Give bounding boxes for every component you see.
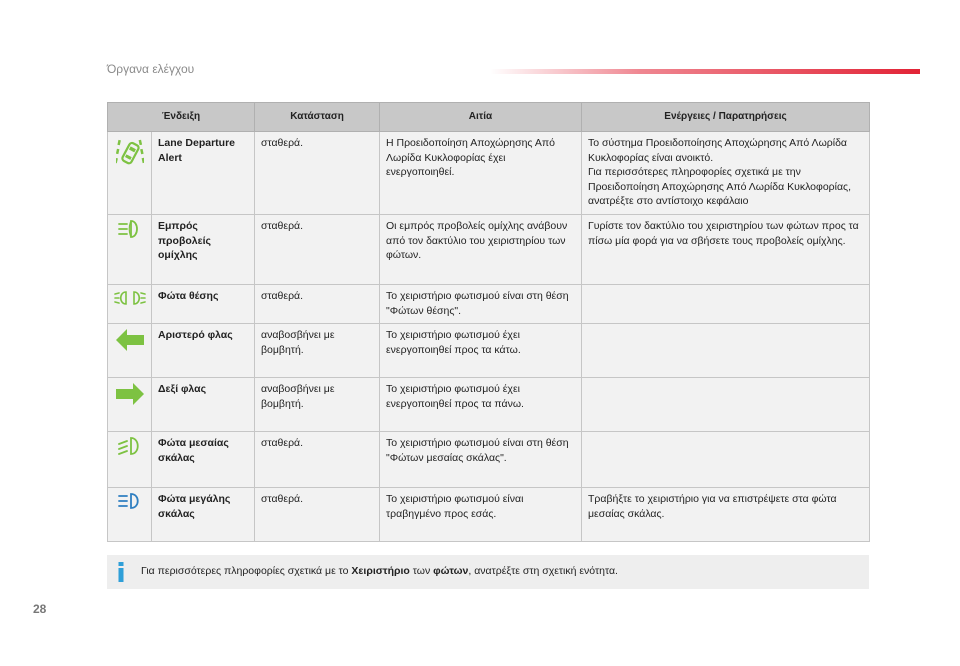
indicator-state: αναβοσβήνει με βομβητή. bbox=[255, 378, 380, 432]
indicator-name: Φώτα μεγάλης σκάλας bbox=[152, 488, 255, 542]
indicator-icon-cell bbox=[108, 285, 152, 324]
indicator-name: Εμπρός προβολείς ομίχλης bbox=[152, 215, 255, 285]
lane-departure-icon bbox=[116, 136, 144, 175]
indicator-cause: Το χειριστήριο φωτισμού είναι στη θέση "Φώτων θέσης". bbox=[380, 285, 582, 324]
info-icon bbox=[115, 562, 127, 582]
indicator-name: Lane Departure Alert bbox=[152, 132, 255, 215]
indicator-action bbox=[582, 324, 870, 378]
info-bold-controls: Χειριστήριο bbox=[351, 565, 410, 577]
indicator-cause: Το χειριστήριο φωτισμού έχει ενεργοποιηθεί προς τα πάνω. bbox=[380, 378, 582, 432]
table-row bbox=[108, 432, 870, 488]
info-text bbox=[141, 565, 618, 577]
sidelights-icon bbox=[114, 289, 146, 312]
indicator-cause: Η Προειδοποίηση Αποχώρησης Από Λωρίδα Κυκλοφορίας έχει ενεργοποιηθεί. bbox=[380, 132, 582, 215]
indicator-state: σταθερά. bbox=[255, 488, 380, 542]
table-row bbox=[108, 285, 870, 324]
indicator-icon-cell bbox=[108, 324, 152, 378]
indicator-name: Αριστερό φλας bbox=[152, 324, 255, 378]
table-row bbox=[108, 132, 870, 215]
dipped-beam-icon bbox=[117, 436, 143, 461]
indicator-action bbox=[582, 378, 870, 432]
warning-lights-table bbox=[107, 102, 870, 542]
table-row bbox=[108, 488, 870, 542]
info-text-part: των bbox=[409, 565, 434, 577]
column-header-state: Κατάσταση bbox=[255, 103, 380, 132]
indicator-cause: Οι εμπρός προβολείς ομίχλης ανάβουν από τον δακτύλιο του χειριστηρίου των φώτων. bbox=[380, 215, 582, 285]
table-row bbox=[108, 324, 870, 378]
page-number: 28 bbox=[33, 602, 47, 616]
indicator-cause: Το χειριστήριο φωτισμού έχει ενεργοποιηθεί προς τα κάτω. bbox=[380, 324, 582, 378]
indicator-name: Δεξί φλας bbox=[152, 378, 255, 432]
indicator-state: αναβοσβήνει με βομβητή. bbox=[255, 324, 380, 378]
indicator-icon-cell bbox=[108, 488, 152, 542]
indicator-icon-cell bbox=[108, 378, 152, 432]
header-accent-bar bbox=[490, 69, 920, 74]
column-header-indicator: Ένδειξη bbox=[108, 103, 255, 132]
left-arrow-icon bbox=[115, 328, 145, 357]
indicator-name: Φώτα μεσαίας σκάλας bbox=[152, 432, 255, 488]
indicator-action bbox=[582, 432, 870, 488]
indicator-state: σταθερά. bbox=[255, 132, 380, 215]
indicator-state: σταθερά. bbox=[255, 215, 380, 285]
section-title: Όργανα ελέγχου bbox=[107, 62, 195, 76]
column-header-actions: Ενέργειες / Παρατηρήσεις bbox=[582, 103, 870, 132]
table-row bbox=[108, 215, 870, 285]
table-header-row bbox=[108, 103, 870, 132]
indicator-action: Γυρίστε τον δακτύλιο του χειριστηρίου των φώτων προς τα πίσω μία φορά για να σβήσετε τους προβολείς ομίχλης. bbox=[582, 215, 870, 285]
front-fog-light-icon bbox=[117, 219, 143, 244]
indicator-icon-cell bbox=[108, 432, 152, 488]
indicator-cause: Το χειριστήριο φωτισμού είναι τραβηγμένο προς εσάς. bbox=[380, 488, 582, 542]
main-beam-icon bbox=[117, 492, 143, 515]
indicator-action: Το σύστημα Προειδοποίησης Αποχώρησης Από Λωρίδα Κυκλοφορίας είναι ανοικτό. Για περισσότερες πληροφορίες σχετικά με την Προειδοποίηση Αποχώρησης Από Λωρίδα Κυκλοφορίας, ανατρέξτε στο αντίστοιχο κεφάλαιο bbox=[582, 132, 870, 215]
column-header-cause: Αιτία bbox=[380, 103, 582, 132]
indicator-state: σταθερά. bbox=[255, 285, 380, 324]
info-text-part: , ανατρέξτε στη σχετική ενότητα. bbox=[468, 565, 618, 577]
info-text-part: Για περισσότερες πληροφορίες σχετικά με το bbox=[141, 565, 352, 577]
indicator-state: σταθερά. bbox=[255, 432, 380, 488]
indicator-name: Φώτα θέσης bbox=[152, 285, 255, 324]
info-note bbox=[107, 555, 869, 589]
right-arrow-icon bbox=[115, 382, 145, 411]
indicator-icon-cell bbox=[108, 132, 152, 215]
indicator-cause: Το χειριστήριο φωτισμού είναι στη θέση "Φώτων μεσαίας σκάλας". bbox=[380, 432, 582, 488]
indicator-action: Τραβήξτε το χειριστήριο για να επιστρέψετε στα φώτα μεσαίας σκάλας. bbox=[582, 488, 870, 542]
table-row bbox=[108, 378, 870, 432]
info-bold-lights: φώτων bbox=[433, 565, 469, 577]
indicator-action bbox=[582, 285, 870, 324]
indicator-icon-cell bbox=[108, 215, 152, 285]
